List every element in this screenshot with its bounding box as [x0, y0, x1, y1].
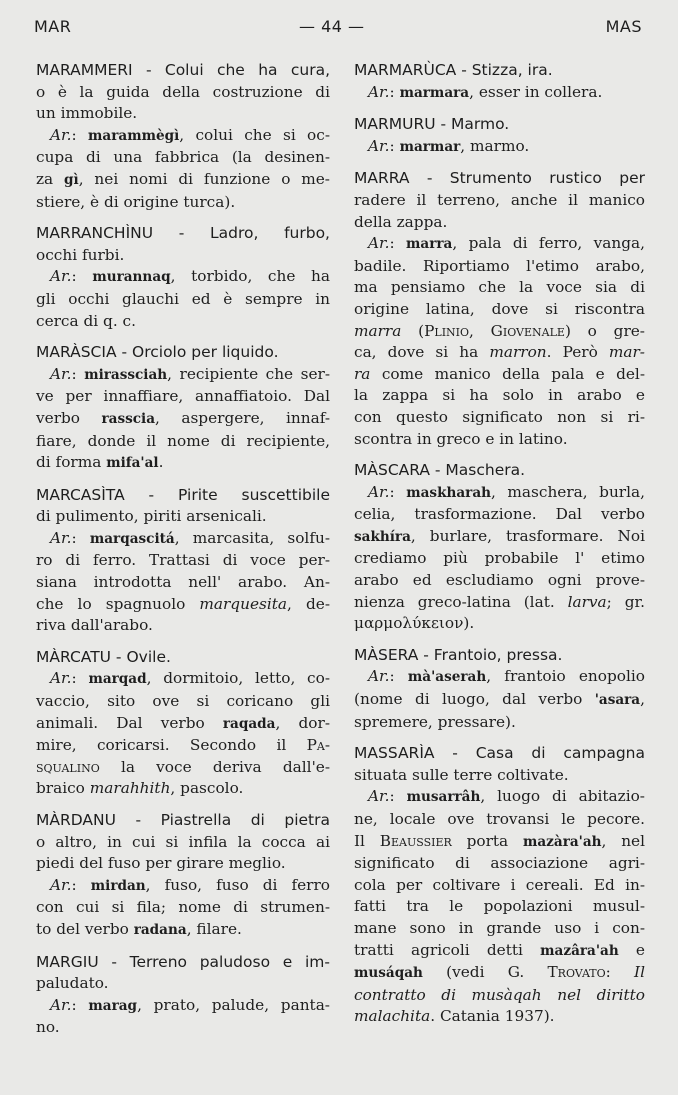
- entry-line: significato di associazione agri-: [354, 854, 645, 873]
- entry-line: Il Beaussier porta mazàra'ah, nel: [354, 831, 645, 850]
- entry-line: (nome di luogo, dal verbo 'asara,: [354, 690, 645, 709]
- arabic-term: mirassciah: [84, 366, 168, 383]
- ar-label: Ar.: [368, 136, 390, 155]
- entry-line: vaccio, sito ove si coricano gli: [36, 692, 330, 711]
- entry-line: badile. Riportiamo l'etimo arabo,: [354, 256, 645, 275]
- arabic-term: marqascitá: [89, 530, 175, 547]
- left-column: [36, 60, 330, 1049]
- entry-line: verbo rassciа, aspergere, innaf-: [36, 408, 331, 427]
- entry-line: sakhíra, burlare, trasformare. Noi: [354, 526, 645, 545]
- entry-line: crediamo più probabile l' etimo: [354, 549, 645, 568]
- ar-label: Ar.: [368, 787, 390, 806]
- entry-line: nienza greco-latina (lat. larva; gr.: [354, 592, 645, 611]
- entry-line: ve per innaffiare, annaffiatoio. Dal: [36, 387, 330, 406]
- entry-line: arabo ed escludiamo ogni prove-: [354, 571, 645, 590]
- ar-label: Ar.: [50, 669, 72, 688]
- entry-headword: MÀSERA - Frantoio, pressa.: [354, 645, 563, 664]
- arabic-line: Ar.: marmar, marmo.: [368, 136, 530, 155]
- entry-line: squalino la voce deriva dall'e-: [36, 757, 330, 776]
- arabic-line: Ar.: maskharah, maschera, burla,: [368, 482, 645, 501]
- entry-line: con cui si fila; nome di strumen-: [36, 898, 330, 917]
- arabic-term: marag: [88, 997, 138, 1014]
- entry-headword: MARÀSCIA - Orciolo per liquido.: [36, 343, 279, 362]
- page-number: — 44 —: [299, 17, 365, 36]
- entry-line: fatti tra le popolazioni musul-: [354, 897, 645, 916]
- entry-line: scontra in greco e in latino.: [354, 429, 568, 448]
- entry-line: musáqah (vedi G. Trovato: Il: [354, 963, 645, 982]
- entry-line: ra come manico della pala e del-: [354, 364, 645, 383]
- entry-marammeri: [36, 60, 330, 213]
- arabic-term: marra: [406, 236, 453, 253]
- entry-line: no.: [36, 1018, 60, 1037]
- entry-line: spremere, pressare).: [354, 712, 516, 731]
- entry-marranchinu: [36, 223, 330, 332]
- arabic-line: Ar.: mirdan, fuso, fuso di ferro: [50, 875, 330, 894]
- ar-label: Ar.: [50, 995, 72, 1014]
- entry-line: ma pensiamo che la voce sia di: [354, 278, 645, 297]
- arabic-line: Ar.: mirassciah, recipiente che ser-: [50, 364, 330, 383]
- entry-line: braico marahhith, pascolo.: [36, 779, 244, 798]
- entry-line: radere il terreno, anche il manico: [354, 190, 645, 209]
- entry-line: celia, trasformazione. Dal verbo: [354, 505, 645, 524]
- entry-line: contratto di musàqah nel diritto: [354, 985, 645, 1004]
- arabic-term: murannaq: [92, 269, 171, 286]
- entry-line: mire, coricarsi. Secondo il Pa-: [36, 736, 330, 755]
- ar-label: Ar.: [368, 82, 390, 101]
- arabic-line: Ar.: marammègì, colui che si oc-: [50, 125, 330, 144]
- arabic-line: Ar.: marag, prato, palude, panta-: [50, 995, 330, 1014]
- entry-line: siana introdotta nell' arabo. An-: [36, 573, 330, 592]
- entry-line: origine latina, dove si riscontra: [354, 299, 645, 318]
- entry-headword: MARRANCHÌNU - Ladro, furbo,: [36, 224, 330, 243]
- entry-margiu: [36, 952, 330, 1039]
- entry-headword: MASSARÌA - Casa di campagna: [354, 744, 645, 763]
- entry-line: marra (Plinio, Giovenale) o gre-: [354, 321, 645, 340]
- arabic-line: Ar.: mà'aserah, frantoio enopolio: [368, 667, 645, 686]
- arabic-term: marmar: [399, 138, 461, 155]
- entry-line: piedi del fuso per girare meglio.: [36, 854, 286, 873]
- entry-mascara: [354, 460, 645, 635]
- entry-line: cupa di una fabbrica (la desinen-: [36, 148, 330, 167]
- arabic-term: musarrâh: [406, 789, 481, 806]
- entry-headword: MARMARÙCA - Stizza, ira.: [354, 61, 553, 79]
- arabic-line: Ar.: musarrâh, luogo di abitazio-: [368, 787, 645, 806]
- entry-line: animali. Dal verbo raqada, dor-: [36, 713, 330, 732]
- ar-label: Ar.: [50, 125, 72, 144]
- entry-line: tratti agricoli detti mazâra'ah e: [354, 940, 645, 959]
- entry-line: situata sulle terre coltivate.: [354, 765, 569, 784]
- arabic-line: Ar.: marra, pala di ferro, vanga,: [368, 234, 645, 253]
- greek-word: μαρμολύκειον).: [354, 614, 475, 633]
- ar-label: Ar.: [368, 482, 390, 501]
- entry-headword: MARGIU - Terreno paludoso e im-: [36, 952, 330, 971]
- entry-line: di forma mifa'al.: [36, 453, 164, 472]
- ar-label: Ar.: [50, 267, 72, 286]
- entry-line: che lo spagnuolo marquesita, de-: [36, 594, 330, 613]
- arabic-line: Ar.: marqascitá, marcasita, solfu-: [50, 528, 330, 547]
- entry-line: stiere, è di origine turca).: [36, 192, 236, 211]
- entry-line: o è la guida della costruzione di: [36, 82, 330, 101]
- entry-line: la zappa si ha solo in arabo e: [354, 386, 645, 405]
- entry-line: della zappa.: [354, 212, 448, 231]
- ar-label: Ar.: [50, 528, 72, 547]
- right-column: [354, 60, 645, 1038]
- entry-headword: MÀRDANU - Piastrella di pietra: [36, 811, 330, 829]
- entry-line: occhi furbi.: [36, 245, 125, 264]
- entry-line: paludato.: [36, 974, 109, 993]
- arabic-line: Ar.: murannaq, torbido, che ha: [50, 267, 330, 286]
- entry-masera: [354, 645, 645, 733]
- running-head-left: MAR: [34, 17, 72, 36]
- arabic-term: marqad: [88, 671, 147, 688]
- entry-headword: MARAMMERI - Colui che ha cura,: [36, 61, 330, 79]
- ar-label: Ar.: [368, 234, 390, 253]
- entry-marra: [354, 168, 645, 450]
- arabic-line: Ar.: marqad, dormitoio, letto, co-: [50, 669, 330, 688]
- entry-marcasita: [36, 485, 330, 637]
- entry-line: di pulimento, piriti arsenicali.: [36, 507, 267, 526]
- entry-massaria: [354, 743, 645, 1028]
- entry-line: ca, dove si ha marron. Però mar-: [354, 343, 645, 362]
- arabic-term: mà'aserah: [407, 669, 487, 686]
- entry-line: cerca di q. c.: [36, 311, 136, 330]
- entry-line: cola per coltivare i cereali. Ed in-: [354, 875, 645, 894]
- running-head-right: MAS: [605, 17, 642, 36]
- arabic-term: maskharah: [406, 484, 492, 501]
- entry-line: malachita. Catania 1937).: [354, 1007, 555, 1026]
- arabic-term: marammègì: [88, 127, 180, 144]
- arabic-term: marmara: [399, 84, 470, 101]
- running-head: [34, 17, 642, 41]
- entry-marmaruca: [354, 60, 645, 104]
- entry-line: un immobile.: [36, 104, 138, 123]
- entry-headword: MÀRCATU - Ovile.: [36, 647, 171, 666]
- entry-marcatu: [36, 647, 330, 800]
- arabic-line: Ar.: marmara, esser in collera.: [368, 82, 603, 101]
- entry-line: ro di ferro. Trattasi di voce per-: [36, 551, 330, 570]
- entry-marascia: [36, 342, 330, 475]
- entry-line: o altro, in cui si infila la cocca ai: [36, 832, 330, 851]
- entry-line: za gì, nei nomi di funzione o me-: [36, 169, 330, 188]
- arabic-term: mirdan: [90, 877, 146, 894]
- entry-line: mane sono in grande uso i con-: [354, 918, 645, 937]
- entry-headword: MARCASÌTA - Pirite suscettibile: [36, 485, 330, 504]
- entry-headword: MARRA - Strumento rustico per: [354, 169, 645, 188]
- entry-marmuru: [354, 114, 645, 158]
- ar-label: Ar.: [50, 875, 72, 894]
- entry-line: ne, locale ove trovansi le pecore.: [354, 810, 645, 828]
- entry-line: fiare, donde il nome di recipiente,: [36, 431, 330, 450]
- ar-label: Ar.: [368, 667, 390, 686]
- entry-line: con questo significato non si ri-: [354, 407, 645, 426]
- entry-line: gli occhi glauchi ed è sempre in: [36, 289, 330, 308]
- entry-headword: MÀSCARA - Maschera.: [354, 461, 526, 480]
- entry-headword: MARMURU - Marmo.: [354, 115, 510, 134]
- entry-mardanu: [36, 810, 330, 942]
- entry-line: to del verbo radana, filare.: [36, 919, 242, 938]
- ar-label: Ar.: [50, 364, 72, 383]
- entry-line: riva dall'arabo.: [36, 616, 153, 635]
